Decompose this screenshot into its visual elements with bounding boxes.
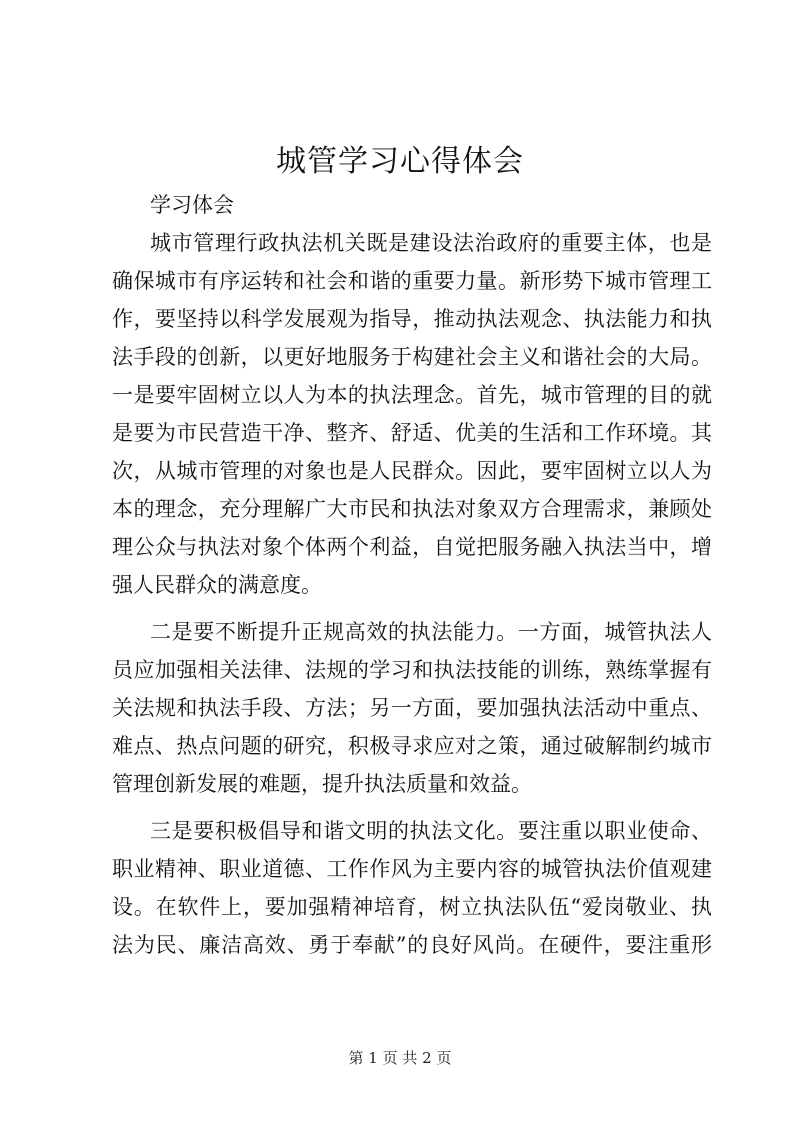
paragraph-2 xyxy=(112,613,712,803)
paragraph-line: 作，要坚持以科学发展观为指导，推动执法观念、执法能力和执 xyxy=(112,307,712,331)
paragraph-line: 城市管理行政执法机关既是建设法治政府的重要主体，也是 xyxy=(150,231,712,255)
paragraph-line: 是要为市民营造干净、整齐、舒适、优美的生活和工作环境。其 xyxy=(112,421,712,445)
document-body xyxy=(112,186,712,964)
paragraph-line: 法手段的创新，以更好地服务于构建社会主义和谐社会的大局。 xyxy=(112,345,712,369)
paragraph-line: 次，从城市管理的对象也是人民群众。因此，要牢固树立以人为 xyxy=(112,459,712,483)
page-number: 第 1 页 共 2 页 xyxy=(348,1049,452,1067)
paragraph-line: 职业精神、职业道德、工作作风为主要内容的城管执法价值观建 xyxy=(112,857,712,881)
paragraph-line: 设。在软件上，要加强精神培育，树立执法队伍“爱岗敬业、执 xyxy=(112,895,712,919)
paragraph-line: 关法规和执法手段、方法；另一方面，要加强执法活动中重点、 xyxy=(112,696,712,720)
paragraph-3 xyxy=(112,812,712,964)
paragraph-line: 一是要牢固树立以人为本的执法理念。首先，城市管理的目的就 xyxy=(112,383,712,407)
paragraph-line: 三是要积极倡导和谐文明的执法文化。要注重以职业使命、 xyxy=(150,819,712,843)
document-title: 城管学习心得体会 xyxy=(276,144,524,179)
paragraph-line: 确保城市有序运转和社会和谐的重要力量。新形势下城市管理工 xyxy=(112,269,712,293)
paragraph-line: 强人民群众的满意度。 xyxy=(112,573,322,597)
subtitle: 学习体会 xyxy=(150,193,234,217)
paragraph-line: 理公众与执法对象个体两个利益，自觉把服务融入执法当中，增 xyxy=(112,535,712,559)
paragraph-line: 员应加强相关法律、法规的学习和执法技能的训练，熟练掌握有 xyxy=(112,658,712,682)
paragraph-1 xyxy=(112,224,712,604)
paragraph-line: 管理创新发展的难题，提升执法质量和效益。 xyxy=(112,772,532,796)
paragraph-line: 难点、热点问题的研究，积极寻求应对之策，通过破解制约城市 xyxy=(112,734,712,758)
paragraph-line: 法为民、廉洁高效、勇于奉献”的良好风尚。在硬件，要注重形 xyxy=(112,933,712,957)
paragraph-line: 本的理念，充分理解广大市民和执法对象双方合理需求，兼顾处 xyxy=(112,497,712,521)
paragraph-line: 二是要不断提升正规高效的执法能力。一方面，城管执法人 xyxy=(150,620,712,644)
